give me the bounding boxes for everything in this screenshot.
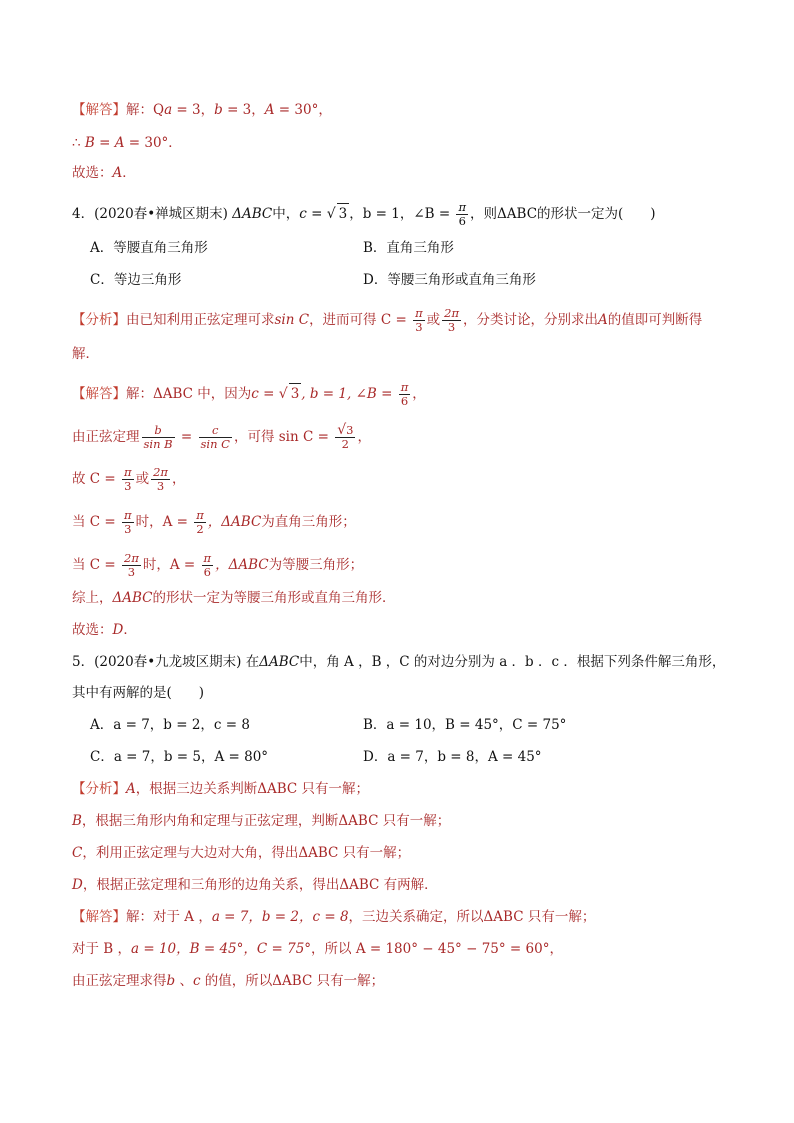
answer-tag: 【解答】 xyxy=(72,386,126,402)
analysis-line: D，根据正弦定理和三角形的边角关系，得出ΔABC 有两解． xyxy=(72,877,438,893)
option-d: D．等腰三角形或直角三角形 xyxy=(363,272,536,288)
solution-line: 故 C = $\frac{\pi}{3}$ 或 $\frac{2\pi}{3}$ ， xyxy=(72,465,186,493)
solution-line: 当 C = $\frac{2\pi}{3}$ 时，A = $\frac{\pi}{6}$ ，ΔABC为等腰三角形； xyxy=(72,551,364,579)
option-b: B．a = 10，B = 45°，C = 75° xyxy=(363,717,567,733)
answer-tag: 【解答】 xyxy=(72,909,126,925)
fraction: $\frac{2\pi}{3}$ xyxy=(124,551,139,579)
solution-line: 【解答】解：Qa = 3，b = 3，A = 30°， xyxy=(72,102,332,118)
solution-line: 由正弦定理 $\frac{b}{\text{sin B}}$ = $\frac{c}{\text{sin C}}$ ，可得 sin C = $\frac{√3}{2}$ ， xyxy=(72,422,371,451)
option-b: B．直角三角形 xyxy=(363,240,454,256)
analysis-tag: 【分析】 xyxy=(72,781,126,797)
question-5-stem: 其中有两解的是( ) xyxy=(72,685,205,701)
solution-line: 【解答】解：对于 A ，a = 7，b = 2，c = 8，三边关系确定，所以ΔABC 只有一解； xyxy=(72,909,596,925)
fraction: $\frac{\pi}{3}$ xyxy=(124,508,132,536)
answer-line: 故选：D． xyxy=(72,622,137,638)
analysis-line: C，利用正弦定理与大边对大角，得出ΔABC 只有一解； xyxy=(72,845,411,861)
option-c: C．等边三角形 xyxy=(90,272,182,288)
fraction: $\frac{c}{\text{sin C}}$ xyxy=(200,423,230,451)
fraction: $\frac{\pi}{3}$ xyxy=(124,465,132,493)
fraction: $\frac{\pi}{6}$ xyxy=(458,200,467,228)
option-a: A．a = 7，b = 2，c = 8 xyxy=(90,717,250,733)
option-a: A．等腰直角三角形 xyxy=(90,240,208,256)
solution-line: 由正弦定理求得b 、c 的值，所以ΔABC 只有一解； xyxy=(72,973,385,989)
answer-line: 故选：A． xyxy=(72,165,136,181)
fraction: $\frac{b}{\text{sin B}}$ xyxy=(143,423,173,451)
fraction: $\frac{\pi}{6}$ xyxy=(203,551,212,579)
analysis-line: B，根据三角形内角和定理与正弦定理，判断ΔABC 只有一解； xyxy=(72,813,451,829)
solution-line: 【解答】解：ΔABC 中，因为c = √ 3 , b = 1, ∠B = $\frac{\pi}{6}$ ， xyxy=(72,380,426,408)
fraction: $\frac{√3}{2}$ xyxy=(337,422,354,451)
fraction: $\frac{2\pi}{3}$ xyxy=(444,306,460,334)
analysis-line: 【分析】由已知利用正弦定理可求sin C，进而可得 C = $\frac{\pi}{3}$ 或 $\frac{2\pi}{3}$ ，分类讨论，分别求出A的值即可判断得 xyxy=(72,306,703,334)
solution-line: 对于 B ，a = 10，B = 45°，C = 75°，所以 A = 180° − 45° − 75° = 60°， xyxy=(72,941,563,957)
fraction: $\frac{\pi}{2}$ xyxy=(196,508,204,536)
solution-line: ∴ B = A = 30°． xyxy=(72,135,182,151)
answer-tag: 【解答】 xyxy=(72,102,126,118)
option-c: C．a = 7，b = 5，A = 80° xyxy=(90,749,269,765)
sqrt-symbol: √ xyxy=(326,206,336,222)
fraction: $\frac{\pi}{6}$ xyxy=(400,380,409,408)
fraction: $\frac{2\pi}{3}$ xyxy=(153,465,168,493)
question-5-stem: 5．(2020春•九龙坡区期末) 在ΔABC中，角 A ，B ，C 的对边分别为 a ．b ．c ．根据下列条件解三角形， xyxy=(72,654,726,670)
solution-line: 综上，ΔABC的形状一定为等腰三角形或直角三角形． xyxy=(72,590,396,606)
analysis-tag: 【分析】 xyxy=(72,312,126,328)
analysis-line: 【分析】A，根据三边关系判断ΔABC 只有一解； xyxy=(72,781,370,797)
question-4-stem: 4．(2020春•禅城区期末) ΔABC中，c = √ 3 ，b = 1，∠B = $\frac{\pi}{6}$ ，则ΔABC的形状一定为( ) xyxy=(72,200,656,228)
fraction: $\frac{\pi}{3}$ xyxy=(415,306,423,334)
option-d: D．a = 7，b = 8，A = 45° xyxy=(363,749,542,765)
analysis-line: 解． xyxy=(72,346,99,362)
solution-line: 当 C = $\frac{\pi}{3}$ 时，A = $\frac{\pi}{2}$ ，ΔABC为直角三角形； xyxy=(72,508,356,536)
